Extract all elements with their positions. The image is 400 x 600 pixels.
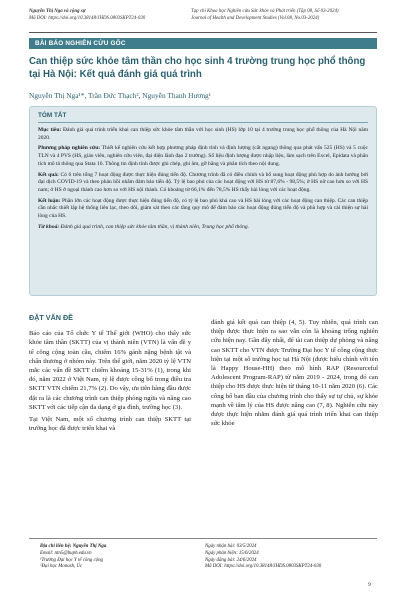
abstract-box xyxy=(29,106,377,296)
header-divider xyxy=(29,32,377,33)
section-heading-intro: ĐẶT VẤN ĐỀ xyxy=(29,313,73,322)
abstract-method xyxy=(38,145,368,168)
header-doi[interactable]: Mã DOI: https://doi.org/10.38148/JHDS.0803SKPT24-030 xyxy=(29,15,146,21)
abstract-method-text: Thiết kế nghiên cứu kết hợp phương pháp định tính và định lượng (cắt ngang) thông qua phát vấn 525 (HS) và 5 cuộc TLN và 4 PVS (HS, giáo viên, nghiên cứu viên, đại diện lãnh đạo 2 trường). Số liệu định lượng được nhập liệu, làm sạch trên Excel, Epidata và phân tích mô tả thông qua Stata 16. Thông tin định tính được ghi chép, ghi âm, gỡ băng và phân tích theo nội dung. xyxy=(38,145,368,167)
footer-contact xyxy=(40,544,190,571)
header-authors: Nguyễn Thị Nga và cộng sự xyxy=(29,9,86,14)
body-column-right xyxy=(211,318,378,431)
date-reviewed: Ngày phản biện: 15/6/2024 xyxy=(205,550,259,556)
date-received: Ngày nhận bài: 03/5/2024 xyxy=(205,544,257,549)
contact-author: Địa chỉ liên hệ: Nguyễn Thị Nga xyxy=(40,544,107,549)
abstract-conclusion-text: Phần lớn các hoạt động được thực hiện đúng tiến độ, có tỷ lệ bao phủ khá cao và HS hài lòng với các hoạt động can thiệp. Các can thiệp cần nhắc thiết lập hệ thống liên lạc, theo dõi, giám sát theo các tầng quy mô để đảm bảo các hoạt động đúng tiến độ và phù hợp và cải thiện sự hài lòng của HS. xyxy=(38,197,368,220)
footer-doi[interactable]: Mã DOI: https://doi.org/10.38148/JHDS.0803SKPT24-030 xyxy=(205,564,322,570)
date-accepted: Ngày đăng bài: 24/6/2024 xyxy=(205,557,257,563)
intro-paragraph-2: Tại Việt Nam, một số chương trình can thiệp SKTT tại trường học đã được triển khai và xyxy=(29,416,191,433)
header-journal-vn: Tạp chí Khoa học Nghiên cứu Sức khỏe và Phát triển (Tập 08, Số 03-2024) xyxy=(191,9,339,14)
intro-paragraph-3: đánh giá kết quả can thiệp (4, 5). Tuy nhiên, quá trình can thiệp được thực hiện ra sao vẫn còn là khoảng trống nghiên cứu hiện nay. Gần đây nhất, để tài can thiệp dự phòng và nâng cao SKTT cho VTN được Trường Đại học Y tế công cộng thực hiện tại một số trường học tại Hà Nội (được hiểu chính với tên là Happy House-HH) theo mô hình RAP (Resourceful Adolescent Program-RAP) từ năm 2019 - 2024, trong đó can thiệp cho HS được thực hiện từ tháng 10-11 năm 2020 (6). Các công bố ban đầu của chương trình cho thấy sự tự chủ, sự khỏe mạnh về tâm lý của HS được nâng cao (7, 8). Nghiên cứu này được thực hiện nhằm đánh giá quá trình triển khai can thiệp sức khỏe xyxy=(211,319,378,428)
abstract-keywords-text: Đánh giá quá trình, can thiệp sức khỏe tâm thần, vị thành niên, Trung học phổ thông. xyxy=(59,223,250,230)
contact-email[interactable]: Email: ntn5@huph.edu.vn xyxy=(40,550,92,556)
abstract-aim xyxy=(38,127,368,142)
author-list: Nguyễn Thị Nga¹*, Trần Đức Thạch², Nguyễn Thanh Hương¹ xyxy=(29,91,211,100)
abstract-conclusion-label: Kết luận: xyxy=(38,197,61,204)
abstract-method-label: Phương pháp nghiên cứu: xyxy=(38,145,101,152)
abstract-result-label: Kết quả: xyxy=(38,171,59,178)
header-journal-en: Journal of Health and Development Studies (Vol.08, No.03-2024) xyxy=(191,15,320,21)
affiliation-2: ²Đại học Monash, Úc xyxy=(40,564,83,570)
affiliation-1: ¹Trường Đại học Y tế công cộng xyxy=(40,557,103,563)
abstract-conclusion xyxy=(38,198,368,221)
footer-dates xyxy=(205,544,377,571)
footer-divider xyxy=(29,538,377,539)
abstract-keywords-label: Từ khoá: xyxy=(38,223,60,230)
article-title: Can thiệp sức khỏe tâm thần cho học sinh 4 trường trung học phổ thông tại Hà Nội: Kết quả đánh giá quá trình xyxy=(29,56,366,80)
page-number: 9 xyxy=(368,582,371,588)
intro-paragraph-1: Báo cáo của Tổ chức Y tế Thế giới (WHO) cho thấy sức khỏe tâm thần (SKTT) của vị thành niên (VTN) là vấn đề y tế công cộng toàn cầu, chiếm 16% gánh nặng bệnh tật và chấn thương ở nhóm này. Trên thế giới, năm 2020 tỷ lệ VTN mắc các vấn đề SKTT chiếm khoảng 15-31% (1), trong khi đó, năm 2022 ở Việt Nam, tỷ lệ được công bố trong điều tra SKTT VTN chiếm 21,7% (2). Do vậy, ưu tiên hàng đầu được đặt ra là các chương trình can thiệp phòng ngừa và nâng cao SKTT với các tiếp cận đa dạng ở gia đình, trường học (3). xyxy=(29,330,191,411)
abstract-keywords xyxy=(38,224,368,232)
abstract-aim-label: Mục tiêu: xyxy=(38,127,62,133)
article-type-label: BÀI BÁO NGHIÊN CỨU GỐC xyxy=(29,38,377,49)
abstract-result xyxy=(38,172,368,195)
abstract-result-text: Có 6 trên tổng 7 hoạt động được thực hiện đúng tiến độ. Chương trình đã có điều chỉnh và bổ sung hoạt động phù hợp do ảnh hưởng bởi đại dịch COVID-19 và theo phản hồi nhằm đảm bảo tiến độ. Tỷ lệ bao phủ của các hoạt động với HS từ 87,6% - 98,5%; ở HS nữ cao hơn so với HS nam; ở HS ở ngoại thành cao hơn so với HS nội thành. Có khoảng từ 66,1% đến 78,5% HS thấy hài lòng với các hoạt động. xyxy=(38,171,369,193)
abstract-heading: TÓM TẮT xyxy=(38,112,368,123)
body-column-left xyxy=(29,313,191,436)
abstract-aim-text: Đánh giá quá trình triển khai can thiệp sức khỏe tâm thần với học sinh (HS) lớp 10 tại 4 trường trung học phổ thông của Hà Nội năm 2020. xyxy=(38,127,368,141)
running-header xyxy=(29,9,377,23)
